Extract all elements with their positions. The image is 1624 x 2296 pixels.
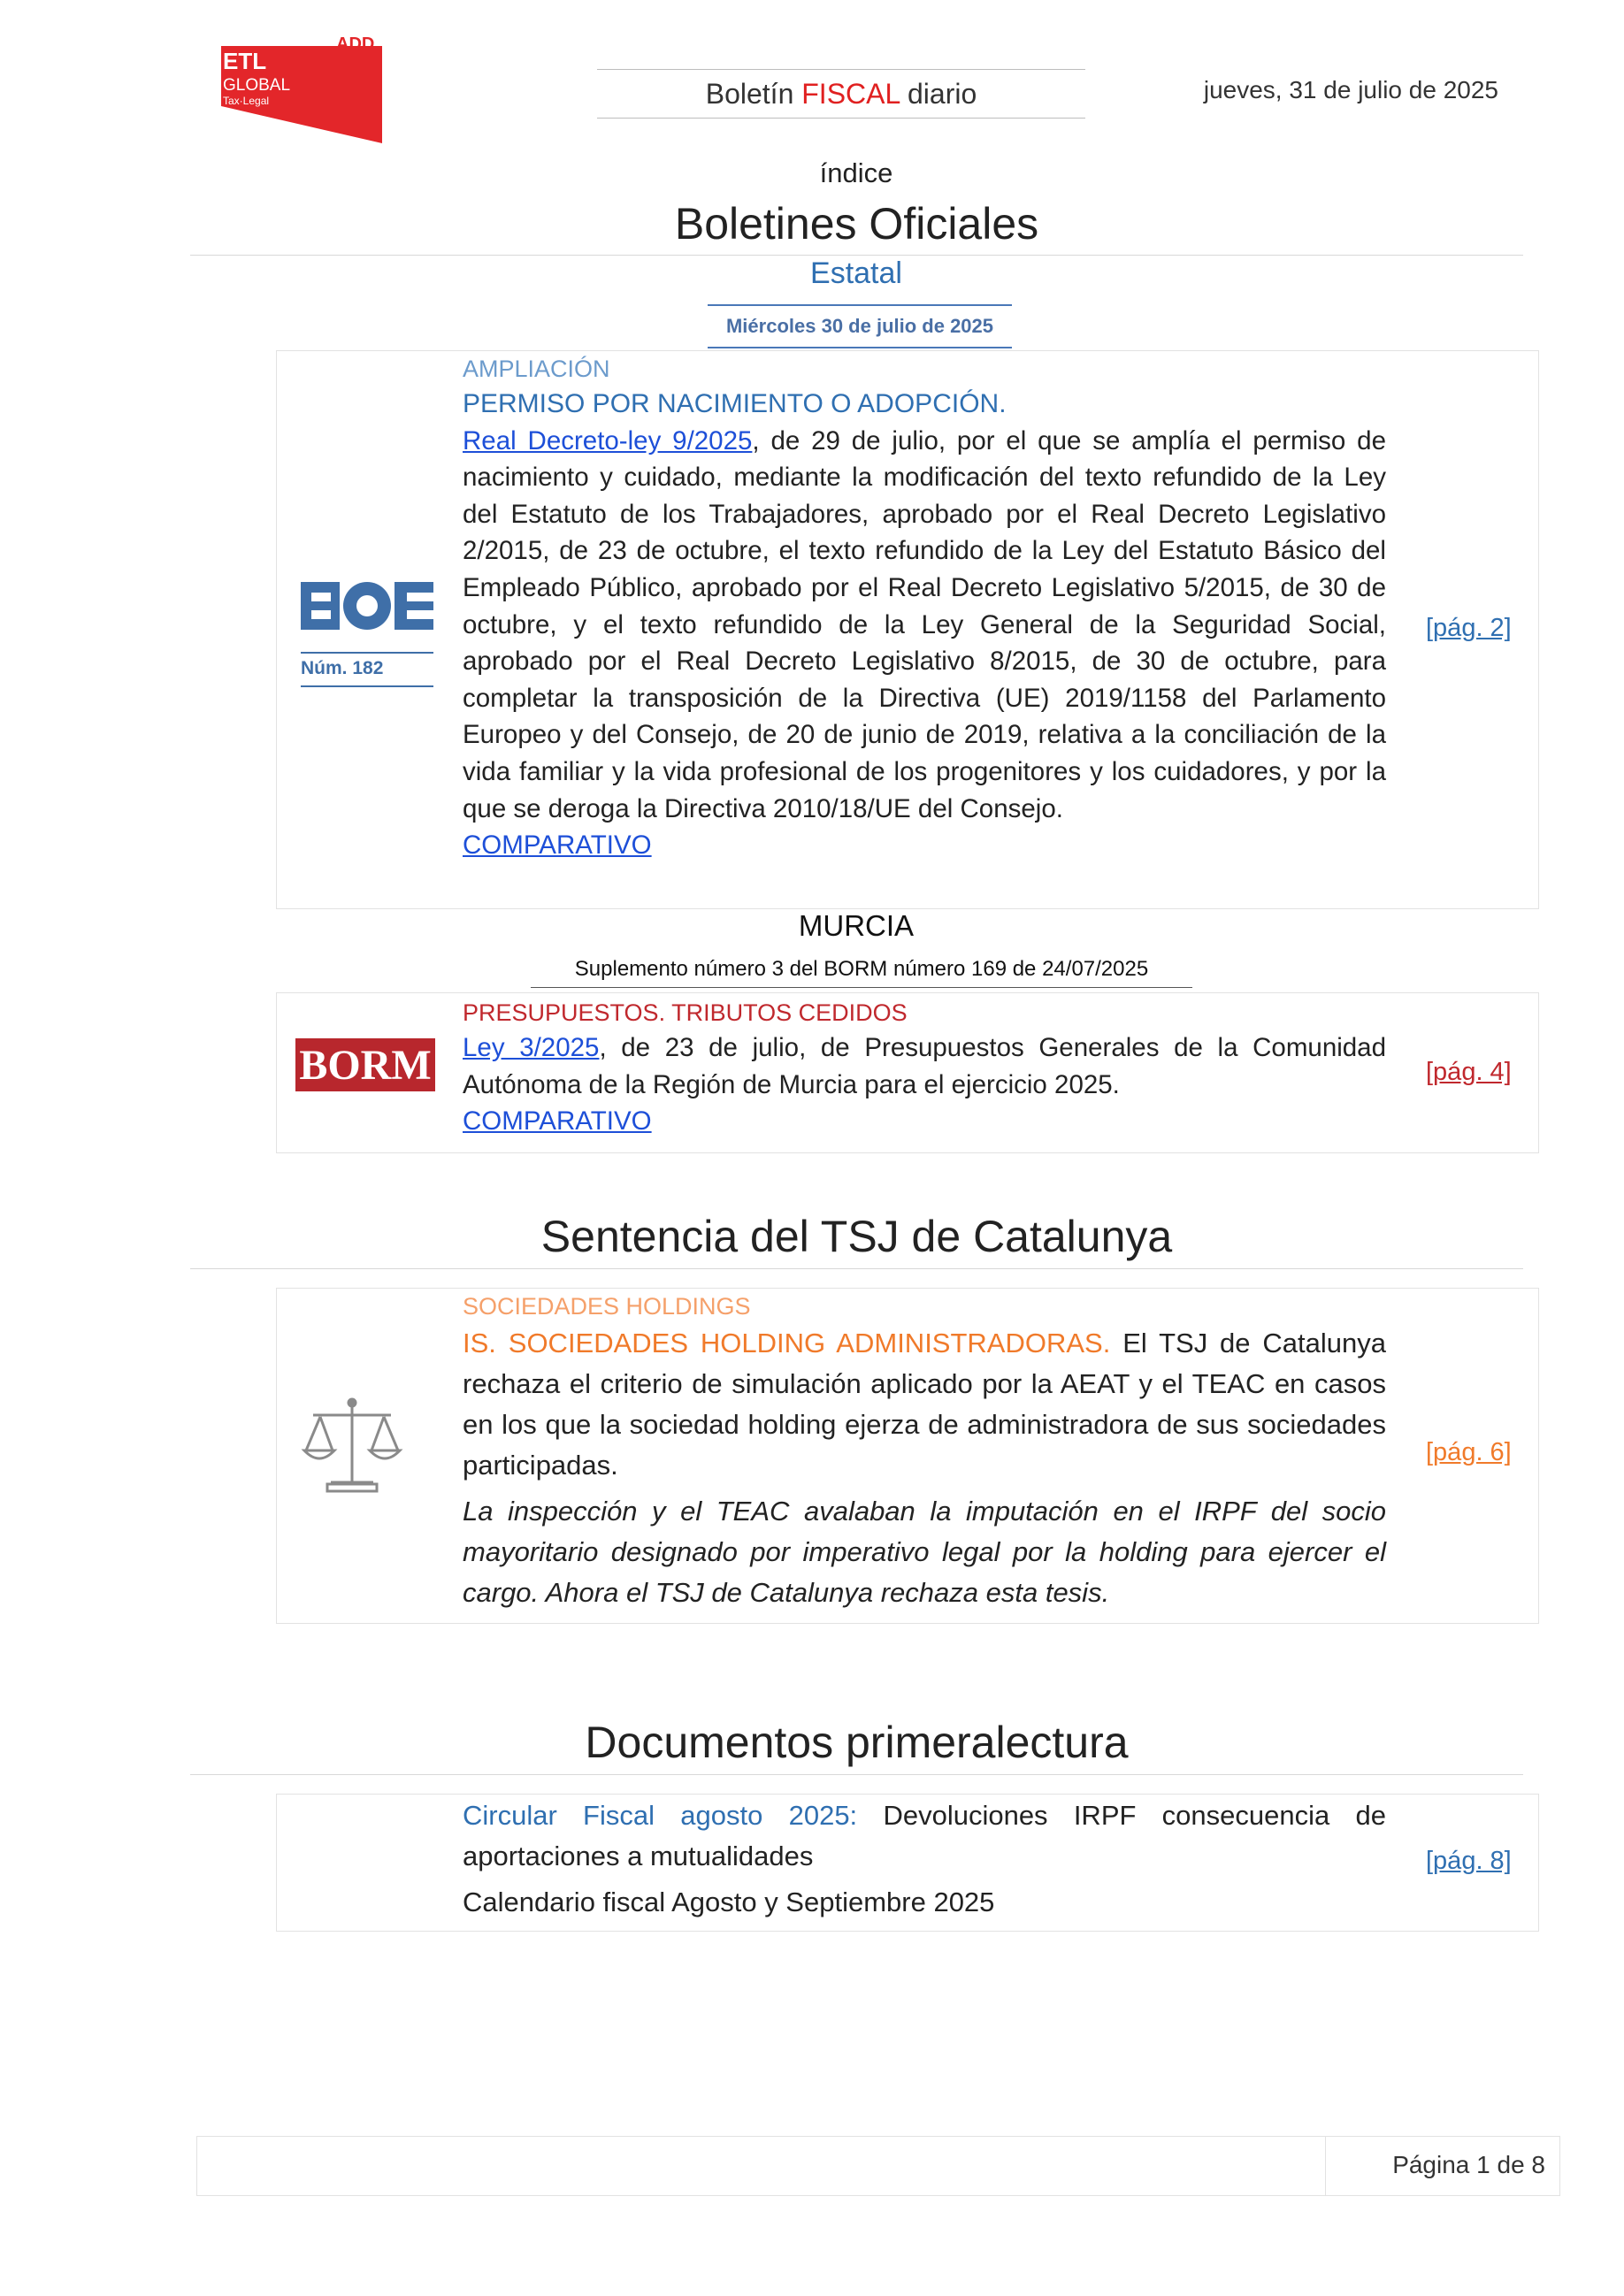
bulletin-date: jueves, 31 de julio de 2025 [1203, 76, 1498, 103]
boe-comparativo-link[interactable]: COMPARATIVO [463, 830, 652, 861]
svg-text:GLOBAL: GLOBAL [223, 76, 291, 95]
tsj-description: IS. SOCIEDADES HOLDING ADMINISTRADORAS. El TSJ de Catalunya rechaza el criterio de simulación aplicado por la AEAT y el TEAC en casos en los que la sociedad holding ejerza de administradora de sus sociedades participadas. [463, 1328, 1387, 1481]
murcia-heading: MURCIA [798, 909, 915, 942]
page-number: Página 1 de 8 [1392, 2151, 1545, 2178]
section-title-documentos: Documentos primeralectura [190, 1711, 1523, 1775]
borm-supplement: Suplemento número 3 del BORM número 169 de 24/07/2025 [531, 952, 1192, 988]
tsj-summary: La inspección y el TEAC avalaban la imputación en el IRPF del socio mayoritario designado por imperativo legal por la holding para ejercer el cargo. Ahora el TSJ de Catalunya rechaza esta tesis. [463, 1496, 1386, 1608]
borm-comparativo-link[interactable]: COMPARATIVO [463, 1106, 652, 1137]
estatal-date: Miércoles 30 de julio de 2025 [708, 304, 1012, 348]
tsj-page-link[interactable]: [pág. 6] [1426, 1438, 1512, 1466]
docs-calendar: Calendario fiscal Agosto y Septiembre 2025 [463, 1887, 995, 1917]
boe-description: Real Decreto-ley 9/2025, de 29 de julio, por el que se amplía el permiso de nacimiento y cuidado, mediante la modificación del texto refundido de la Ley del Estatuto de los Trabajadores, aprobado por el Real Decreto Legislativo 2/2015, de 23 de octubre, el texto refundido de la Ley del Estatuto Básico del Empleado Público, aprobado por el Real Decreto Legislativo 5/2015, de 30 de octubre, y el texto refundido de la Ley General de la Seguridad Social, aprobado por el Real Decreto Legislativo 8/2015, de 30 de octubre, para completar la transposición de la Directiva (UE) 2019/1158 del Parlamento Europeo y del Consejo, de 20 de junio de 2019, relativa a la conciliación de la vida familiar y la vida profesional de los progenitores y los cuidadores, y por la que se deroga la Directiva 2010/18/UE del Consejo. [463, 425, 1386, 823]
tsj-headline: IS. SOCIEDADES HOLDING ADMINISTRADORAS. [463, 1328, 1111, 1358]
estatal-heading: Estatal [810, 256, 902, 290]
boe-issue-number: Núm. 182 [301, 658, 384, 678]
docs-description: Circular Fiscal agosto 2025: Devoluciones IRPF consecuencia de aportaciones a mutualidades [463, 1800, 1387, 1871]
section-title-boletines: Boletines Oficiales [190, 193, 1523, 256]
index-heading: índice [819, 157, 893, 188]
etl-global-logo [221, 35, 382, 143]
scales-of-justice-icon [301, 1396, 403, 1495]
borm-page-link[interactable]: [pág. 4] [1426, 1058, 1512, 1086]
page-footer [196, 2136, 1560, 2196]
svg-text:BORM: BORM [299, 1042, 432, 1089]
docs-page-link[interactable]: [pág. 8] [1426, 1847, 1512, 1875]
boe-page-link[interactable]: [pág. 2] [1426, 614, 1512, 642]
borm-law-link[interactable]: Ley 3/2025 [463, 1033, 600, 1062]
borm-category: PRESUPUESTOS. TRIBUTOS CEDIDOS [463, 999, 908, 1026]
boe-headline: PERMISO POR NACIMIENTO O ADOPCIÓN. [463, 389, 1007, 418]
docs-circular-link[interactable]: Circular Fiscal agosto 2025: [463, 1800, 858, 1831]
boe-category: AMPLIACIÓN [463, 356, 610, 382]
svg-text:ETL: ETL [223, 48, 267, 74]
svg-text:ADD: ADD [336, 35, 375, 54]
tsj-category: SOCIEDADES HOLDINGS [463, 1293, 751, 1320]
boe-law-link[interactable]: Real Decreto-ley 9/2025 [463, 425, 753, 455]
borm-description: Ley 3/2025, de 23 de julio, de Presupuestos Generales de la Comunidad Autónoma de la Región de Murcia para el ejercicio 2025. [463, 1033, 1386, 1099]
borm-logo [295, 1038, 435, 1091]
section-title-tsj: Sentencia del TSJ de Catalunya [190, 1205, 1523, 1269]
bulletin-title: Boletín FISCAL diario [597, 69, 1085, 119]
svg-text:Tax·Legal: Tax·Legal [223, 95, 270, 107]
